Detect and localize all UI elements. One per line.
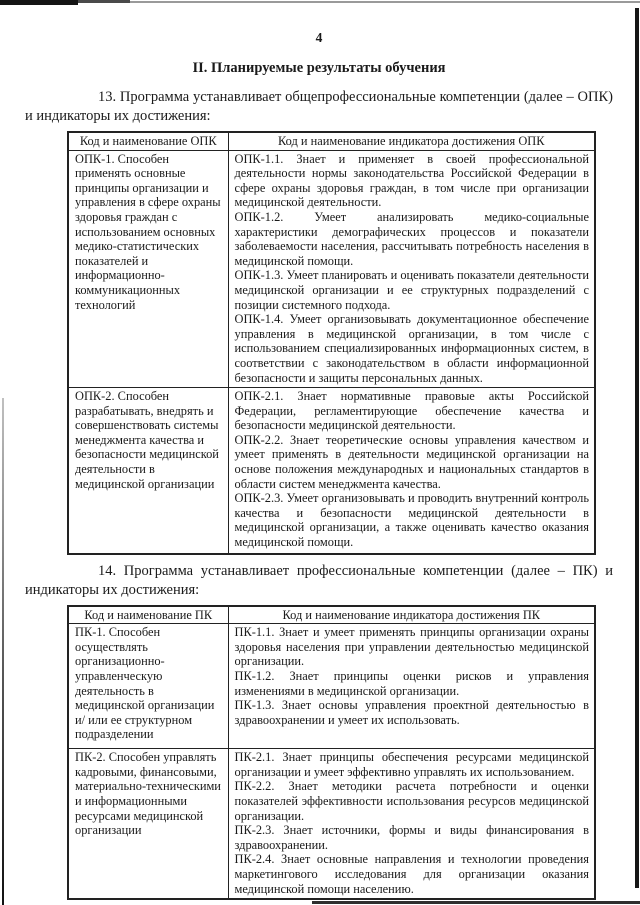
table-row-pk1 bbox=[68, 624, 595, 749]
indicator-pk-2-3: ПК-2.3. Знает источники, формы и виды финансирования в здравоохранении. bbox=[234, 823, 589, 852]
indicator-opk-1-4: ОПК-1.4. Умеет организовывать документационное обеспечение управления в медицинской организации, в том числе с использованием специализированных информационных систем, в соответствии с законодательством в области информационной безопасности и защиты персональных данных. bbox=[234, 312, 589, 385]
opk2-indicators-cell bbox=[228, 388, 595, 554]
pk2-competency-cell: ПК-2. Способен управлять кадровыми, финансовыми, материально-техническими и информационными ресурсами медицинской организации bbox=[68, 749, 228, 899]
pk-header-competency: Код и наименование ПК bbox=[68, 606, 228, 624]
indicator-pk-2-2: ПК-2.2. Знает методики расчета потребности и оценки показателей эффективности использования ресурсов медицинской организации. bbox=[234, 779, 589, 823]
table-row-opk1 bbox=[68, 150, 595, 388]
pk-competency-table bbox=[67, 605, 596, 901]
pk1-competency-cell: ПК-1. Способен осуществлять организационно-управленческую деятельность в медицинской организации и/ или ее структурном подразделении bbox=[68, 624, 228, 749]
opk1-indicators-cell bbox=[228, 150, 595, 388]
opk-competency-table bbox=[67, 131, 596, 555]
indicator-opk-2-2: ОПК-2.2. Знает теоретические основы управления качеством и умеет применять в деятельности медицинской организации на основе положения международных и национальных стандартов в области систем менеджмента качества. bbox=[234, 432, 589, 491]
indicator-opk-1-2: ОПК-1.2. Умеет анализировать медико-социальные характеристики демографических процессов и показатели заболеваемости населения, рассчитывать потребность населения в медицинской помощи. bbox=[234, 209, 589, 268]
page-number: 4 bbox=[315, 30, 323, 45]
pk-table-header-row bbox=[68, 606, 595, 624]
indicator-pk-1-1: ПК-1.1. Знает и умеет применять принципы организации охраны здоровья населения при управлении деятельностью медицинской организации. bbox=[234, 625, 589, 669]
pk2-indicators-cell bbox=[228, 749, 595, 899]
opk-header-competency: Код и наименование ОПК bbox=[68, 132, 228, 150]
indicator-opk-1-1: ОПК-1.1. Знает и применяет в своей профессиональной деятельности нормы законодательства Российской Федерации в сфере охраны здоровья граждан, в том числе при организации медицинской деятельности. bbox=[234, 151, 589, 210]
opk2-competency-cell: ОПК-2. Способен разрабатывать, внедрять и совершенствовать системы менеджмента качества и безопасности медицинской деятельности в медицинской организации bbox=[68, 388, 228, 554]
indicator-pk-1-2: ПК-1.2. Знает принципы оценки рисков и управления изменениями в медицинской организации. bbox=[234, 668, 589, 698]
paragraph-14: 14. Программа устанавливает профессиональные компетенции (далее – ПК) и индикаторы их достижения: bbox=[25, 562, 613, 598]
pk-header-indicator: Код и наименование индикатора достижения ПК bbox=[228, 606, 595, 624]
table-row-opk2 bbox=[68, 388, 595, 554]
paragraph-13: 13. Программа устанавливает общепрофессиональные компетенции (далее – ОПК) и индикаторы их достижения: bbox=[25, 89, 613, 124]
indicator-pk-2-4: ПК-2.4. Знает основные направления и технологии проведения маркетингового исследования для организации оказания медицинской помощи населению. bbox=[234, 852, 589, 896]
table-row-pk2 bbox=[68, 749, 595, 899]
opk-table-header-row bbox=[68, 132, 595, 150]
indicator-pk-1-3: ПК-1.3. Знает основы управления проектной деятельностью в здравоохранении и умеет их использовать. bbox=[234, 698, 589, 727]
indicator-opk-2-3: ОПК-2.3. Умеет организовывать и проводить внутренний контроль качества и безопасности медицинской деятельности в медицинской организации, а также оценивать качество оказания медицинской помощи. bbox=[234, 491, 589, 550]
indicator-opk-1-3: ОПК-1.3. Умеет планировать и оценивать показатели деятельности медицинской организации и ее структурных подразделений с позиции системного подхода. bbox=[234, 268, 589, 312]
indicator-opk-2-1: ОПК-2.1. Знает нормативные правовые акты Российской Федерации, регламентирующие обеспечение качества и безопасности медицинской деятельности. bbox=[234, 389, 589, 433]
pk1-indicators-cell bbox=[228, 624, 595, 749]
section-heading: II. Планируемые результаты обучения bbox=[192, 60, 446, 76]
opk1-competency-cell: ОПК-1. Способен применять основные принципы организации и управления в сфере охраны здоровья граждан с использованием основных медико-статистических показателей и информационно-коммуникационных технологий bbox=[68, 150, 228, 388]
opk-header-indicator: Код и наименование индикатора достижения ОПК bbox=[228, 132, 595, 150]
indicator-pk-2-1: ПК-2.1. Знает принципы обеспечения ресурсами медицинской организации и умеет эффективно управлять их использованием. bbox=[234, 750, 589, 779]
